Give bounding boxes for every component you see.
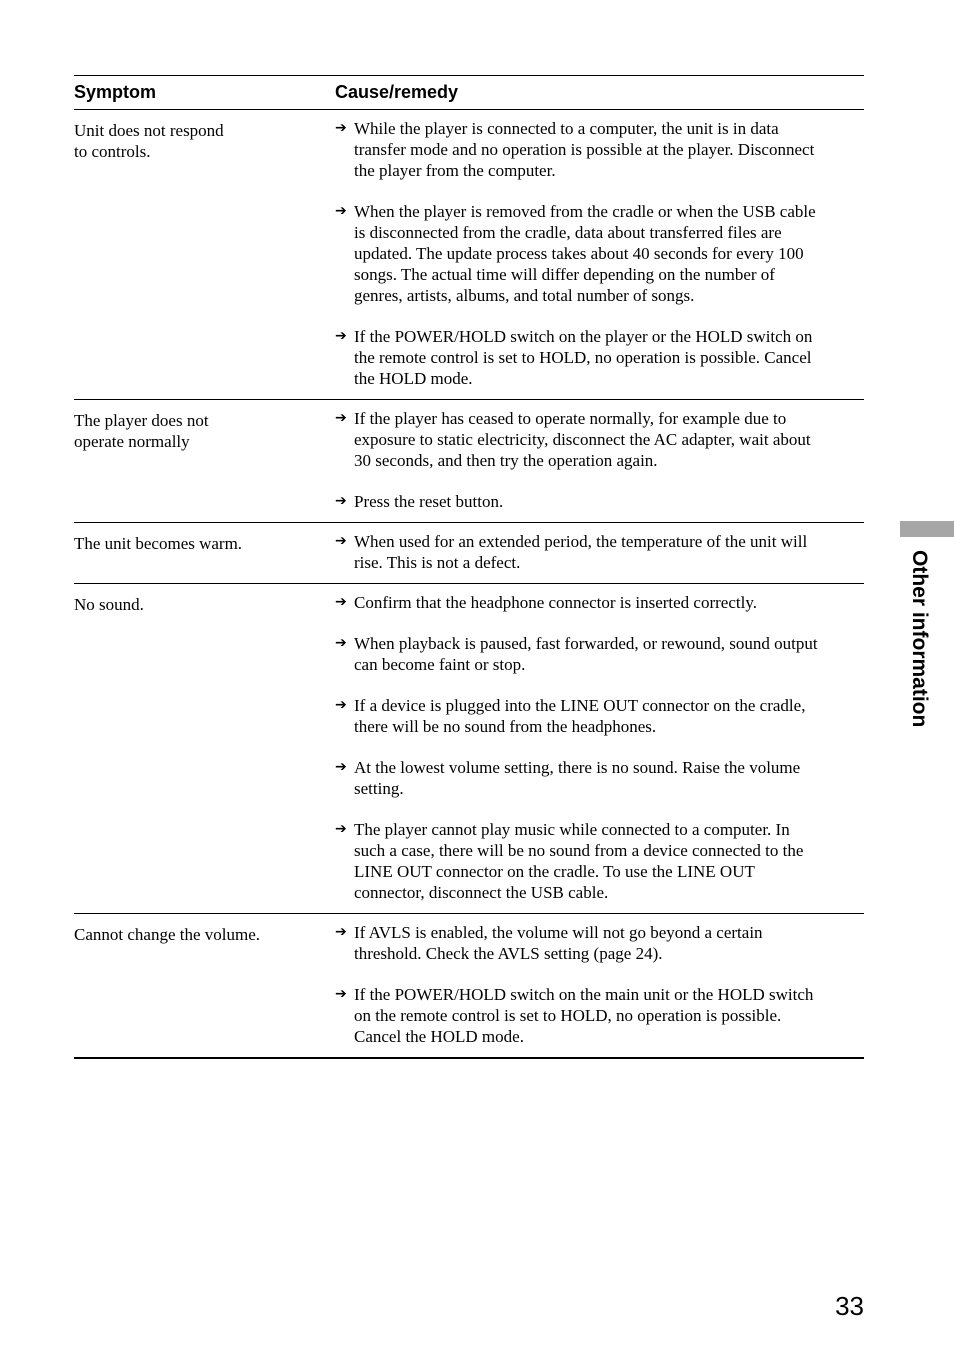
remedy-item: [335, 695, 864, 737]
section-label: [907, 550, 931, 760]
section-tab-marker: [900, 521, 954, 537]
arrow-right-icon: ➔: [335, 120, 347, 136]
remedy-text: When the player is removed from the cradle or when the USB cable is disconnected from the cradle, data about transferred files are updated. The update process takes about 40 seconds for every 100 songs. The actual time will differ depending on the number of genres, artists, albums, and total number of songs.: [354, 202, 816, 305]
symptom-cell: No sound.: [74, 595, 144, 614]
remedy-text: If the player has ceased to operate normally, for example due to exposure to static electricity, disconnect the AC adapter, wait about 30 seconds, and then try the operation again.: [354, 409, 811, 470]
table-header: [74, 76, 864, 110]
cause-remedy-cell: [335, 914, 864, 1057]
remedy-item: [335, 819, 864, 903]
remedy-item: [335, 984, 864, 1047]
remedy-text: If the POWER/HOLD switch on the player or the HOLD switch on the remote control is set to HOLD, no operation is possible. Cancel the HOLD mode.: [354, 327, 813, 388]
table-row: [74, 523, 864, 584]
remedy-item: [335, 592, 864, 613]
remedy-text: If AVLS is enabled, the volume will not go beyond a certain threshold. Check the AVLS setting (page 24).: [354, 923, 763, 963]
remedy-text: When playback is paused, fast forwarded, or rewound, sound output can become faint or stop.: [354, 634, 818, 674]
section-label-text: Other information: [908, 550, 931, 728]
arrow-right-icon: ➔: [335, 697, 347, 713]
remedy-text: If the POWER/HOLD switch on the main unit or the HOLD switch on the remote control is set to HOLD, no operation is possible. Cancel the HOLD mode.: [354, 985, 814, 1046]
cause-remedy-cell: [335, 523, 864, 583]
remedy-item: [335, 633, 864, 675]
symptom-header: Symptom: [74, 82, 157, 102]
arrow-right-icon: ➔: [335, 821, 347, 837]
table-body: [74, 110, 864, 1059]
remedy-text: At the lowest volume setting, there is no sound. Raise the volume setting.: [354, 758, 801, 798]
remedy-item: [335, 118, 864, 181]
cause-remedy-cell: [335, 110, 864, 399]
remedy-item: [335, 326, 864, 389]
symptom-cell: The unit becomes warm.: [74, 534, 243, 553]
symptom-cell: The player does not operate normally: [74, 411, 209, 451]
remedy-text: The player cannot play music while connected to a computer. In such a case, there will be no sound from a device connected to the LINE OUT connector on the cradle. To use the LINE OUT connector, disconnect the USB cable.: [354, 820, 804, 902]
remedy-text: Press the reset button.: [354, 492, 504, 511]
arrow-right-icon: ➔: [335, 635, 347, 651]
remedy-item: [335, 922, 864, 964]
table-row: [74, 914, 864, 1059]
arrow-right-icon: ➔: [335, 924, 347, 940]
remedy-item: [335, 201, 864, 306]
arrow-right-icon: ➔: [335, 986, 347, 1002]
remedy-item: [335, 491, 864, 512]
arrow-right-icon: ➔: [335, 594, 347, 610]
troubleshooting-table: [74, 75, 864, 1059]
remedy-text: Confirm that the headphone connector is inserted correctly.: [354, 593, 757, 612]
remedy-text: When used for an extended period, the temperature of the unit will rise. This is not a defect.: [354, 532, 808, 572]
table-row: [74, 400, 864, 523]
arrow-right-icon: ➔: [335, 203, 347, 219]
remedy-item: [335, 408, 864, 471]
arrow-right-icon: ➔: [335, 533, 347, 549]
cause-remedy-cell: [335, 584, 864, 913]
table-row: [74, 110, 864, 400]
symptom-cell: Unit does not respond to controls.: [74, 121, 224, 161]
table-row: [74, 584, 864, 914]
remedy-item: [335, 757, 864, 799]
remedy-text: If a device is plugged into the LINE OUT connector on the cradle, there will be no sound from the headphones.: [354, 696, 806, 736]
arrow-right-icon: ➔: [335, 493, 347, 509]
symptom-cell: Cannot change the volume.: [74, 925, 261, 944]
cause-remedy-header: Cause/remedy: [335, 82, 459, 102]
page-number: 33: [835, 1291, 864, 1321]
remedy-item: [335, 531, 864, 573]
remedy-text: While the player is connected to a computer, the unit is in data transfer mode and no operation is possible at the player. Disconnect the player from the computer.: [354, 119, 815, 180]
arrow-right-icon: ➔: [335, 328, 347, 344]
arrow-right-icon: ➔: [335, 410, 347, 426]
arrow-right-icon: ➔: [335, 759, 347, 775]
cause-remedy-cell: [335, 400, 864, 522]
